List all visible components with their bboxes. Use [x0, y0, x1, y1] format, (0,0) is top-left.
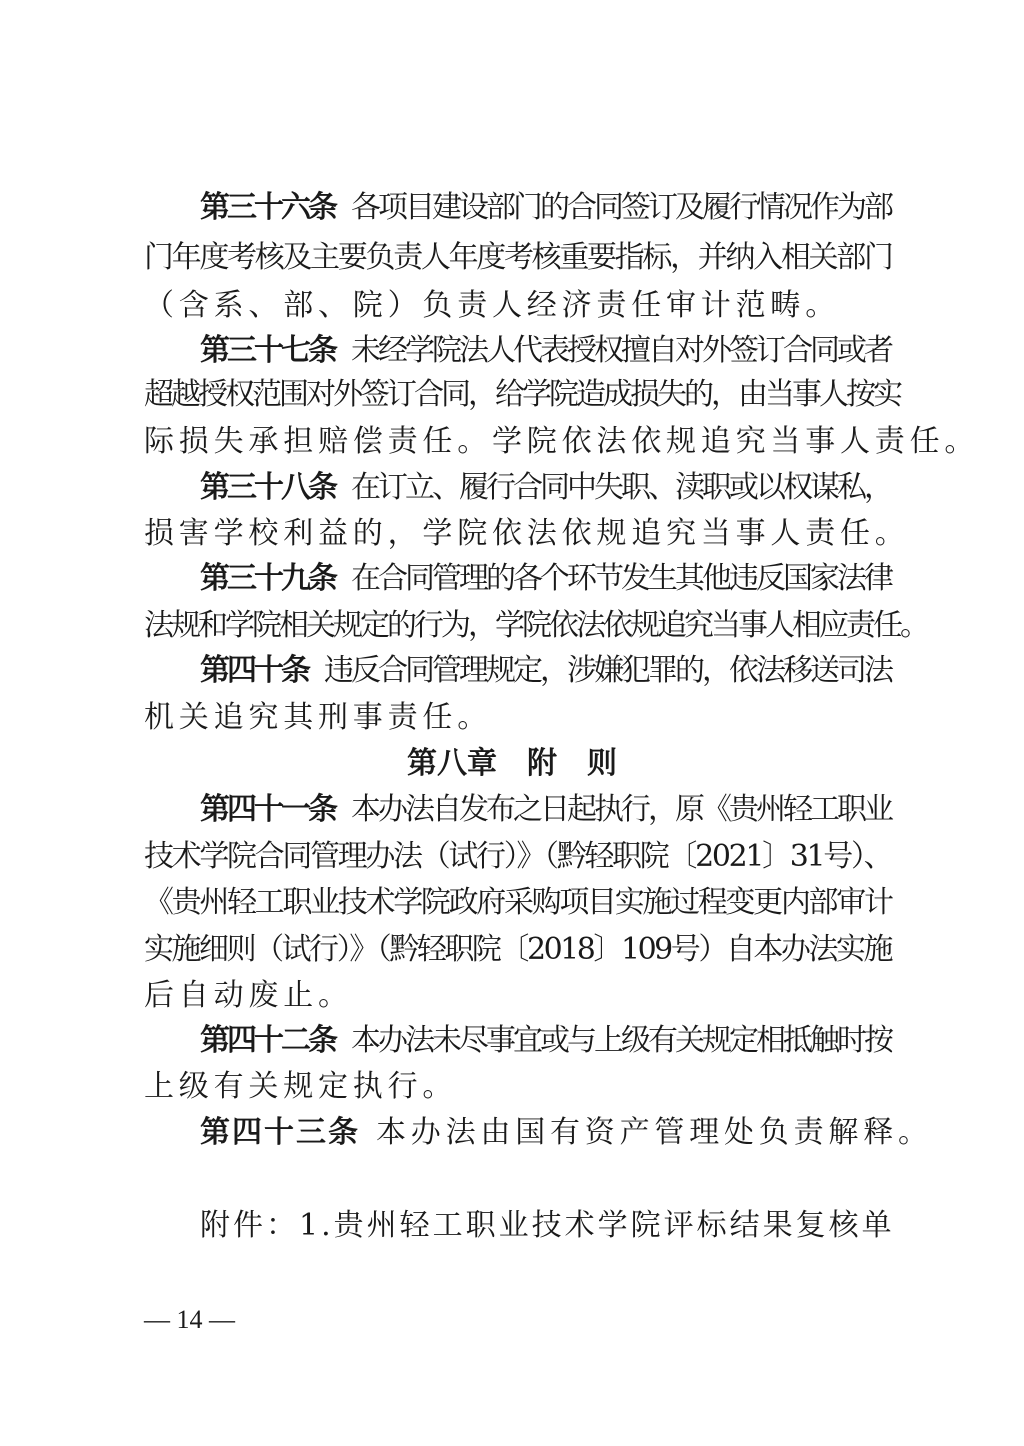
article-42-line-1: 第四十二条 本办法未尽事宜或与上级有关规定相抵触时按: [200, 1023, 891, 1058]
article-38-line-1: 第三十八条 在订立、履行合同中失职、渎职或以权谋私，: [200, 470, 891, 505]
article-38-heading: 第三十八条: [200, 470, 335, 505]
article-41-line-1: 第四十一条 本办法自发布之日起执行，原《贵州轻工职业: [200, 792, 891, 827]
article-36-heading: 第三十六条: [200, 190, 335, 225]
article-38-line-2: 损害学校利益的，学院依法依规追究当事人责任。: [144, 516, 910, 551]
article-42-heading: 第四十二条: [200, 1023, 335, 1058]
article-43-heading: 第四十三条: [200, 1115, 360, 1150]
article-37-heading: 第三十七条: [200, 333, 335, 368]
article-41-line-5: 后自动废止。: [144, 978, 353, 1013]
article-39-line-2: 法规和学院相关规定的行为，学院依法依规追究当事人相应责任。: [144, 608, 927, 643]
article-43-line-1: 第四十三条 本办法由国有资产管理处负责解释。: [200, 1115, 933, 1150]
article-37-line-1: 第三十七条 未经学院法人代表授权擅自对外签订合同或者: [200, 333, 891, 368]
page-number: — 14 —: [144, 1305, 235, 1334]
article-39-line-1: 第三十九条 在合同管理的各个环节发生其他违反国家法律: [200, 561, 891, 596]
article-36-line-2: 门年度考核及主要负责人年度考核重要指标，并纳入相关部门: [144, 240, 892, 275]
article-41-line-4: 实施细则（试行）》（黔轻职院〔2018〕109号）自本办法实施: [144, 932, 892, 967]
article-40-heading: 第四十条: [200, 653, 308, 688]
chapter-title: 第八章 附 则: [407, 746, 617, 781]
article-36-line-1: 第三十六条 各项目建设部门的合同签订及履行情况作为部: [200, 190, 891, 225]
article-41-heading: 第四十一条: [200, 792, 335, 827]
article-40-line-1: 第四十条 违反合同管理规定，涉嫌犯罪的，依法移送司法: [200, 653, 891, 688]
article-39-heading: 第三十九条: [200, 561, 335, 596]
article-36-line-3: （含系、部、院）负责人经济责任审计范畴。: [144, 288, 840, 323]
article-37-line-3: 际损失承担赔偿责任。学院依法依规追究当事人责任。: [144, 424, 980, 459]
article-42-line-2: 上级有关规定执行。: [144, 1069, 458, 1104]
article-37-line-2: 超越授权范围对外签订合同，给学院造成损失的，由当事人按实: [144, 377, 900, 412]
article-41-line-3: 《贵州轻工职业技术学院政府采购项目实施过程变更内部审计: [144, 885, 892, 920]
article-40-line-2: 机关追究其刑事责任。: [144, 700, 492, 735]
attachment-line: 附件：1.贵州轻工职业技术学院评标结果复核单: [200, 1208, 895, 1243]
article-41-line-2: 技术学院合同管理办法（试行）》（黔轻职院〔2021〕31号）、: [144, 839, 892, 874]
